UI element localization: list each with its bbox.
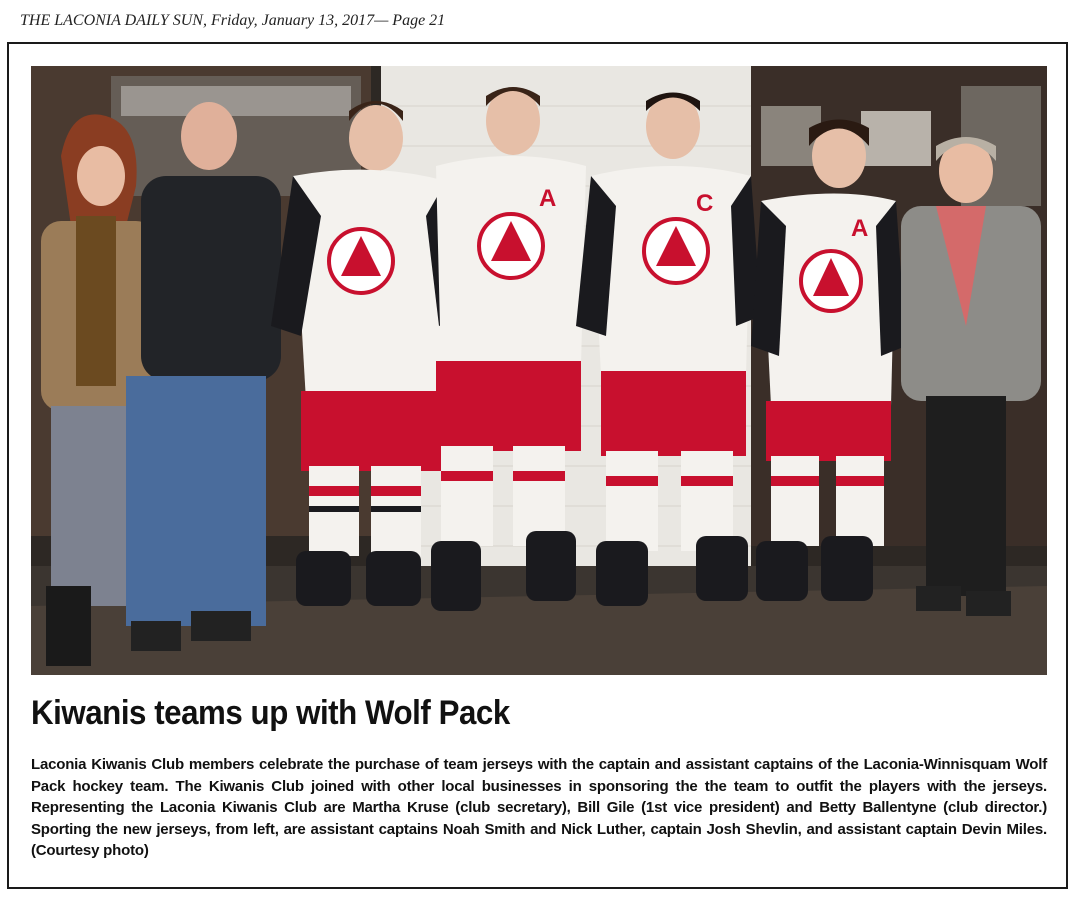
photo-caption: Laconia Kiwanis Club members celebrate the purchase of team jerseys with the captain and assistant captains of the Laconia-Winnisquam Wolf Pack hockey team. The Kiwanis Club joined with other local businesses in sponsoring the the team to outfit the players with the jerseys. Representing the Laconia Kiwanis Club are Martha Kruse (club secretary), Bill Gile (1st vice president) and Betty Ballentyne (club director.) Sporting the new jerseys, from left, are assistant captains Noah Smith and Nick Luther, captain Josh Shevlin, and assistant captain Devin Miles. (Courtesy photo) — [31, 756, 1047, 859]
jersey-letter-3: A — [851, 215, 869, 242]
jersey-letter-2: C — [696, 190, 714, 217]
article-frame — [7, 42, 1068, 889]
person-bill — [126, 102, 281, 651]
team-photo — [31, 66, 1047, 675]
jersey-letter-1: A — [539, 185, 557, 212]
newspaper-dateline: THE LACONIA DAILY SUN, Friday, January 13, 2017— Page 21 — [20, 12, 446, 29]
article-headline: Kiwanis teams up with Wolf Pack — [31, 694, 510, 732]
